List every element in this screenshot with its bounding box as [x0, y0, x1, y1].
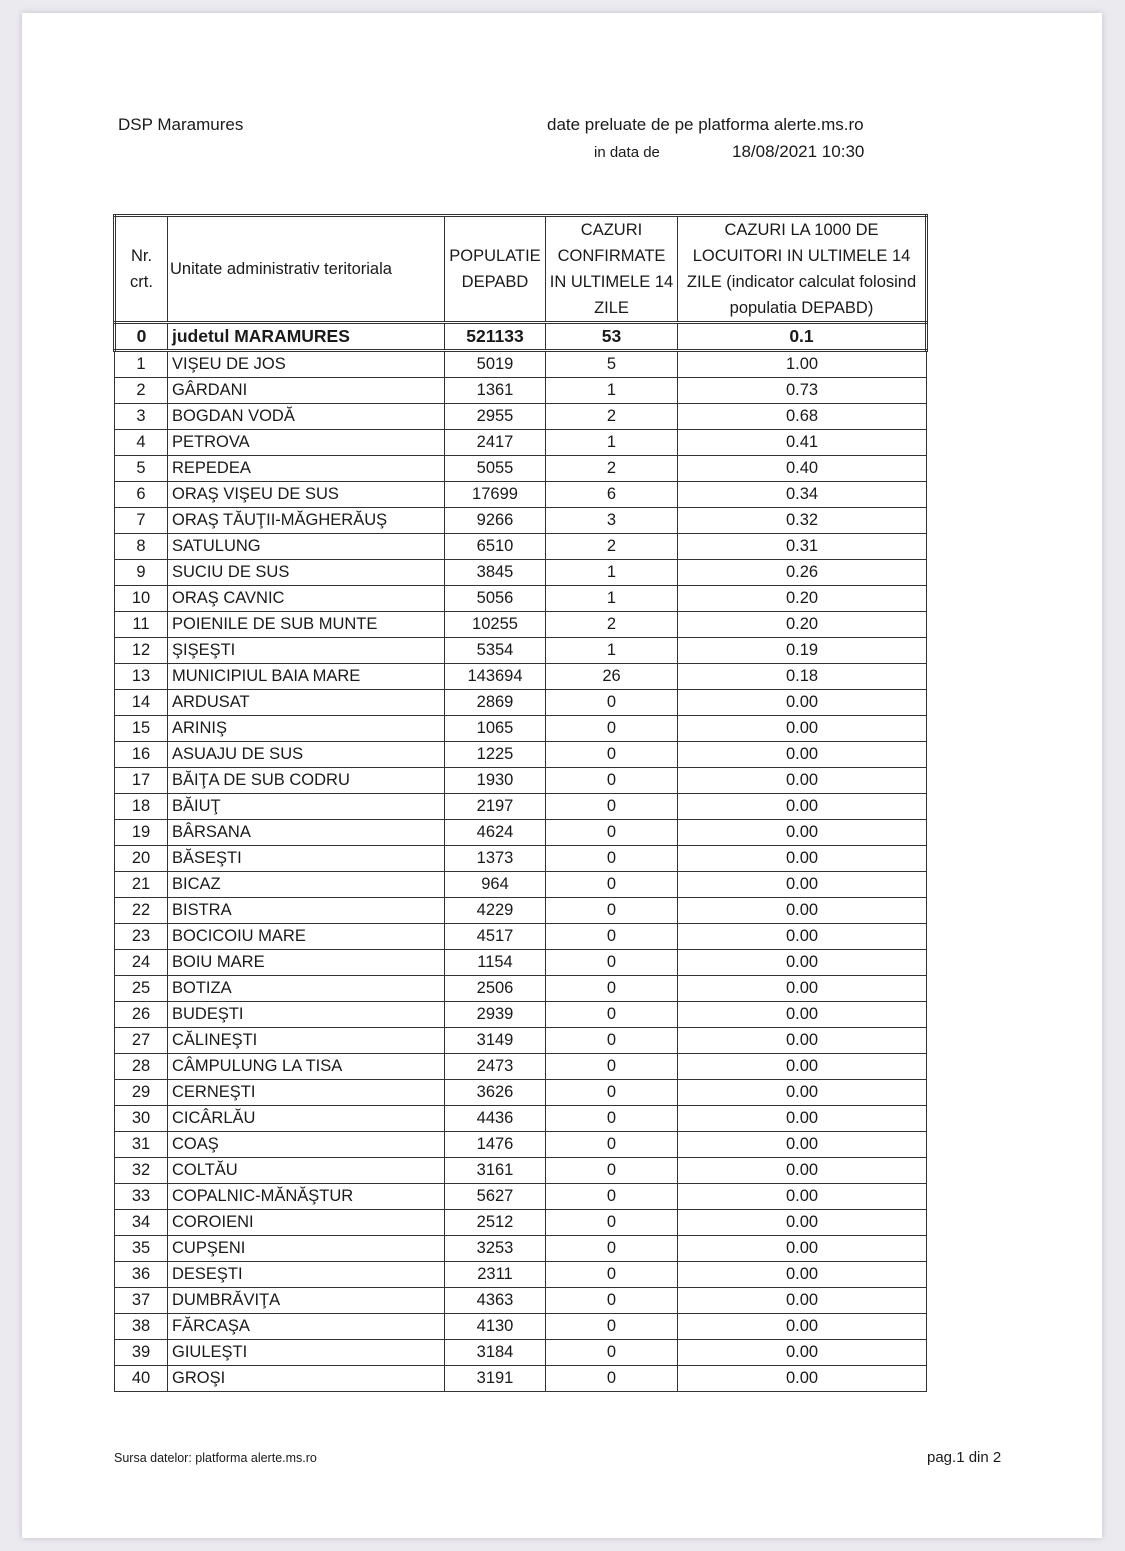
total-nr: 0 [115, 323, 168, 351]
table-row [115, 430, 927, 456]
row-population: 1361 [445, 378, 546, 404]
table-row [115, 1366, 927, 1392]
row-name: ASUAJU DE SUS [168, 742, 445, 768]
row-rate: 0.00 [678, 846, 927, 872]
row-population: 2311 [445, 1262, 546, 1288]
row-cases: 2 [546, 456, 678, 482]
row-rate: 0.00 [678, 768, 927, 794]
row-rate: 0.00 [678, 924, 927, 950]
row-rate: 0.73 [678, 378, 927, 404]
row-nr: 18 [115, 794, 168, 820]
row-nr: 15 [115, 716, 168, 742]
row-nr: 32 [115, 1158, 168, 1184]
row-nr: 21 [115, 872, 168, 898]
table-row [115, 1054, 927, 1080]
row-name: ORAŞ CAVNIC [168, 586, 445, 612]
row-name: COLTĂU [168, 1158, 445, 1184]
row-nr: 26 [115, 1002, 168, 1028]
row-cases: 0 [546, 1080, 678, 1106]
row-nr: 20 [115, 846, 168, 872]
table-row [115, 1184, 927, 1210]
row-cases: 1 [546, 378, 678, 404]
row-cases: 0 [546, 1288, 678, 1314]
row-nr: 27 [115, 1028, 168, 1054]
row-cases: 0 [546, 846, 678, 872]
row-name: MUNICIPIUL BAIA MARE [168, 664, 445, 690]
row-population: 4624 [445, 820, 546, 846]
row-nr: 34 [115, 1210, 168, 1236]
total-name: judetul MARAMURES [168, 323, 445, 351]
header-rate: CAZURI LA 1000 DE LOCUITORI IN ULTIMELE 14 ZILE (indicator calculat folosind populatia DEPABD) [678, 216, 927, 323]
row-cases: 0 [546, 820, 678, 846]
row-cases: 1 [546, 638, 678, 664]
row-name: CERNEŞTI [168, 1080, 445, 1106]
row-cases: 0 [546, 1132, 678, 1158]
row-rate: 0.18 [678, 664, 927, 690]
row-cases: 0 [546, 716, 678, 742]
table-row [115, 924, 927, 950]
row-rate: 0.00 [678, 1002, 927, 1028]
row-nr: 14 [115, 690, 168, 716]
row-name: COAŞ [168, 1132, 445, 1158]
row-nr: 8 [115, 534, 168, 560]
row-population: 5354 [445, 638, 546, 664]
row-cases: 0 [546, 1158, 678, 1184]
row-rate: 0.00 [678, 690, 927, 716]
row-cases: 0 [546, 690, 678, 716]
row-nr: 2 [115, 378, 168, 404]
row-rate: 0.00 [678, 1158, 927, 1184]
row-cases: 1 [546, 430, 678, 456]
table-total-row [115, 323, 927, 351]
row-name: CÂMPULUNG LA TISA [168, 1054, 445, 1080]
row-population: 1930 [445, 768, 546, 794]
row-population: 2506 [445, 976, 546, 1002]
cases-table [113, 214, 928, 1392]
row-rate: 0.00 [678, 1340, 927, 1366]
row-population: 3161 [445, 1158, 546, 1184]
row-name: ARDUSAT [168, 690, 445, 716]
row-name: BĂIŢA DE SUB CODRU [168, 768, 445, 794]
row-population: 1476 [445, 1132, 546, 1158]
footer-source: Sursa datelor: platforma alerte.ms.ro [114, 1451, 317, 1465]
row-rate: 0.00 [678, 1314, 927, 1340]
row-cases: 1 [546, 560, 678, 586]
row-name: BOIU MARE [168, 950, 445, 976]
row-nr: 22 [115, 898, 168, 924]
row-name: BISTRA [168, 898, 445, 924]
row-rate: 0.31 [678, 534, 927, 560]
row-cases: 2 [546, 534, 678, 560]
row-nr: 13 [115, 664, 168, 690]
row-nr: 28 [115, 1054, 168, 1080]
row-population: 3845 [445, 560, 546, 586]
row-population: 5627 [445, 1184, 546, 1210]
table-row [115, 1028, 927, 1054]
organization-name: DSP Maramures [118, 115, 244, 134]
row-rate: 0.00 [678, 716, 927, 742]
row-cases: 1 [546, 586, 678, 612]
row-population: 5019 [445, 351, 546, 378]
table-row [115, 820, 927, 846]
row-cases: 0 [546, 1028, 678, 1054]
row-name: GROŞI [168, 1366, 445, 1392]
table-row [115, 1210, 927, 1236]
row-rate: 0.00 [678, 1236, 927, 1262]
row-name: BUDEŞTI [168, 1002, 445, 1028]
row-cases: 0 [546, 1210, 678, 1236]
row-nr: 9 [115, 560, 168, 586]
row-population: 4130 [445, 1314, 546, 1340]
table-row [115, 1080, 927, 1106]
row-name: DUMBRĂVIŢA [168, 1288, 445, 1314]
table-row [115, 482, 927, 508]
row-name: CUPŞENI [168, 1236, 445, 1262]
row-rate: 0.19 [678, 638, 927, 664]
row-nr: 40 [115, 1366, 168, 1392]
row-cases: 0 [546, 1002, 678, 1028]
row-population: 4363 [445, 1288, 546, 1314]
table-row [115, 456, 927, 482]
row-nr: 3 [115, 404, 168, 430]
row-nr: 39 [115, 1340, 168, 1366]
row-rate: 0.00 [678, 1262, 927, 1288]
row-cases: 2 [546, 612, 678, 638]
table-row [115, 351, 927, 378]
row-nr: 16 [115, 742, 168, 768]
table-row [115, 1314, 927, 1340]
row-population: 1225 [445, 742, 546, 768]
row-nr: 5 [115, 456, 168, 482]
date-value: 18/08/2021 10:30 [732, 142, 865, 161]
table-row [115, 1288, 927, 1314]
row-rate: 0.00 [678, 1288, 927, 1314]
table-header-row [115, 216, 927, 323]
table-row [115, 1340, 927, 1366]
row-rate: 0.34 [678, 482, 927, 508]
document-page [22, 13, 1102, 1538]
row-population: 3253 [445, 1236, 546, 1262]
row-rate: 0.00 [678, 1080, 927, 1106]
row-nr: 23 [115, 924, 168, 950]
row-name: ŞIŞEŞTI [168, 638, 445, 664]
row-population: 3149 [445, 1028, 546, 1054]
row-name: BOCICOIU MARE [168, 924, 445, 950]
row-nr: 24 [115, 950, 168, 976]
table-row [115, 872, 927, 898]
row-rate: 0.00 [678, 976, 927, 1002]
page-number: pag.1 din 2 [927, 1449, 1002, 1466]
row-rate: 0.00 [678, 1106, 927, 1132]
row-nr: 31 [115, 1132, 168, 1158]
row-population: 143694 [445, 664, 546, 690]
row-name: COROIENI [168, 1210, 445, 1236]
row-rate: 0.00 [678, 872, 927, 898]
row-name: CICÂRLĂU [168, 1106, 445, 1132]
row-name: ORAŞ VIŞEU DE SUS [168, 482, 445, 508]
row-population: 5056 [445, 586, 546, 612]
source-note: date preluate de pe platforma alerte.ms.ro [547, 115, 864, 134]
row-rate: 0.00 [678, 820, 927, 846]
row-cases: 0 [546, 950, 678, 976]
row-rate: 0.26 [678, 560, 927, 586]
row-population: 3191 [445, 1366, 546, 1392]
row-cases: 0 [546, 976, 678, 1002]
row-rate: 0.00 [678, 1132, 927, 1158]
table-row [115, 1132, 927, 1158]
row-nr: 19 [115, 820, 168, 846]
row-cases: 0 [546, 1184, 678, 1210]
table-row [115, 378, 927, 404]
row-cases: 0 [546, 1236, 678, 1262]
table-row [115, 560, 927, 586]
row-population: 4436 [445, 1106, 546, 1132]
table-row [115, 950, 927, 976]
row-rate: 0.00 [678, 898, 927, 924]
row-nr: 38 [115, 1314, 168, 1340]
row-name: SUCIU DE SUS [168, 560, 445, 586]
row-cases: 0 [546, 924, 678, 950]
row-rate: 0.40 [678, 456, 927, 482]
table-row [115, 1106, 927, 1132]
header-population: POPULATIE DEPABD [445, 216, 546, 323]
table-row [115, 742, 927, 768]
table-row [115, 690, 927, 716]
row-cases: 26 [546, 664, 678, 690]
row-nr: 29 [115, 1080, 168, 1106]
row-nr: 6 [115, 482, 168, 508]
row-rate: 0.00 [678, 794, 927, 820]
header-cases: CAZURI CONFIRMATE IN ULTIMELE 14 ZILE [546, 216, 678, 323]
table-row [115, 612, 927, 638]
row-population: 2939 [445, 1002, 546, 1028]
row-cases: 6 [546, 482, 678, 508]
row-cases: 2 [546, 404, 678, 430]
row-population: 5055 [445, 456, 546, 482]
row-cases: 0 [546, 1366, 678, 1392]
row-name: BOTIZA [168, 976, 445, 1002]
row-name: BÂRSANA [168, 820, 445, 846]
row-population: 6510 [445, 534, 546, 560]
row-population: 2417 [445, 430, 546, 456]
table-row [115, 534, 927, 560]
row-population: 1065 [445, 716, 546, 742]
table-row [115, 898, 927, 924]
row-population: 17699 [445, 482, 546, 508]
date-label: in data de [594, 144, 660, 161]
row-cases: 0 [546, 742, 678, 768]
row-rate: 0.20 [678, 612, 927, 638]
row-nr: 30 [115, 1106, 168, 1132]
row-cases: 0 [546, 872, 678, 898]
row-name: BOGDAN VODĂ [168, 404, 445, 430]
table-row [115, 1002, 927, 1028]
row-cases: 0 [546, 1054, 678, 1080]
row-population: 2197 [445, 794, 546, 820]
row-name: POIENILE DE SUB MUNTE [168, 612, 445, 638]
row-cases: 0 [546, 1340, 678, 1366]
table-row [115, 508, 927, 534]
row-population: 2955 [445, 404, 546, 430]
row-rate: 0.68 [678, 404, 927, 430]
table-row [115, 1262, 927, 1288]
row-population: 1154 [445, 950, 546, 976]
row-rate: 0.00 [678, 1028, 927, 1054]
row-nr: 10 [115, 586, 168, 612]
header-nr: Nr. crt. [115, 216, 168, 323]
row-population: 2512 [445, 1210, 546, 1236]
row-nr: 11 [115, 612, 168, 638]
row-name: DESEŞTI [168, 1262, 445, 1288]
row-rate: 0.00 [678, 1366, 927, 1392]
row-cases: 0 [546, 768, 678, 794]
row-nr: 36 [115, 1262, 168, 1288]
row-name: ORAŞ TĂUŢII-MĂGHERĂUŞ [168, 508, 445, 534]
row-population: 10255 [445, 612, 546, 638]
table-row [115, 716, 927, 742]
row-nr: 25 [115, 976, 168, 1002]
row-rate: 0.41 [678, 430, 927, 456]
row-rate: 0.00 [678, 1054, 927, 1080]
row-cases: 0 [546, 1106, 678, 1132]
total-population: 521133 [445, 323, 546, 351]
table-row [115, 404, 927, 430]
row-name: PETROVA [168, 430, 445, 456]
table-row [115, 638, 927, 664]
row-cases: 0 [546, 1314, 678, 1340]
row-population: 2473 [445, 1054, 546, 1080]
row-nr: 37 [115, 1288, 168, 1314]
row-rate: 0.32 [678, 508, 927, 534]
row-nr: 12 [115, 638, 168, 664]
table-row [115, 846, 927, 872]
row-population: 3626 [445, 1080, 546, 1106]
row-name: FĂRCAŞA [168, 1314, 445, 1340]
header-unit: Unitate administrativ teritoriala [168, 216, 445, 323]
row-name: GÂRDANI [168, 378, 445, 404]
table-row [115, 976, 927, 1002]
row-name: VIŞEU DE JOS [168, 351, 445, 378]
row-name: CĂLINEŞTI [168, 1028, 445, 1054]
row-population: 1373 [445, 846, 546, 872]
row-nr: 17 [115, 768, 168, 794]
row-population: 4517 [445, 924, 546, 950]
row-name: COPALNIC-MĂNĂŞTUR [168, 1184, 445, 1210]
row-nr: 33 [115, 1184, 168, 1210]
row-cases: 5 [546, 351, 678, 378]
table-row [115, 1158, 927, 1184]
row-cases: 3 [546, 508, 678, 534]
row-nr: 1 [115, 351, 168, 378]
row-name: SATULUNG [168, 534, 445, 560]
row-cases: 0 [546, 794, 678, 820]
row-rate: 0.20 [678, 586, 927, 612]
row-population: 3184 [445, 1340, 546, 1366]
row-population: 9266 [445, 508, 546, 534]
total-rate: 0.1 [678, 323, 927, 351]
row-name: ARINIŞ [168, 716, 445, 742]
table-row [115, 794, 927, 820]
row-cases: 0 [546, 1262, 678, 1288]
row-rate: 0.00 [678, 742, 927, 768]
row-name: BĂSEŞTI [168, 846, 445, 872]
table-row [115, 664, 927, 690]
row-population: 2869 [445, 690, 546, 716]
row-name: BĂIUŢ [168, 794, 445, 820]
table-row [115, 1236, 927, 1262]
row-rate: 1.00 [678, 351, 927, 378]
row-name: GIULEŞTI [168, 1340, 445, 1366]
row-nr: 7 [115, 508, 168, 534]
row-name: BICAZ [168, 872, 445, 898]
total-cases: 53 [546, 323, 678, 351]
row-population: 964 [445, 872, 546, 898]
table-row [115, 586, 927, 612]
row-cases: 0 [546, 898, 678, 924]
row-name: REPEDEA [168, 456, 445, 482]
row-rate: 0.00 [678, 1210, 927, 1236]
table-row [115, 768, 927, 794]
row-rate: 0.00 [678, 1184, 927, 1210]
row-nr: 35 [115, 1236, 168, 1262]
row-rate: 0.00 [678, 950, 927, 976]
row-nr: 4 [115, 430, 168, 456]
row-population: 4229 [445, 898, 546, 924]
